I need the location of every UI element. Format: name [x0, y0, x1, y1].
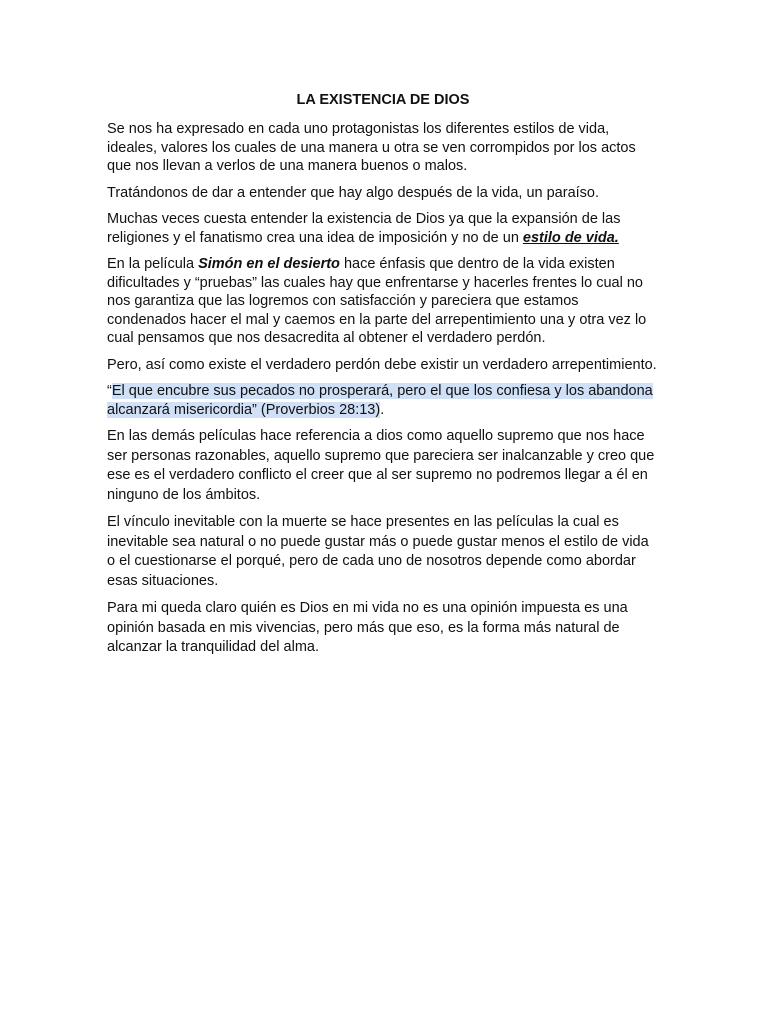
paragraph-3-text: Muchas veces cuesta entender la existencia de Dios ya que la expansión de las religiones y el fanatismo crea una idea de imposición y no de un: [107, 211, 621, 246]
paragraph-3: [107, 210, 659, 247]
paragraph-4: [107, 255, 659, 348]
document-title: LA EXISTENCIA DE DIOS: [296, 92, 470, 108]
paragraph-2: Tratándonos de dar a entender que hay algo después de la vida, un paraíso.: [107, 184, 600, 201]
document-page: [107, 90, 659, 666]
paragraph-4-text: hace énfasis que dentro de la vida existen dificultades y “pruebas” las cuales hay que enfrentarse y hacerles frentes lo cual no nos garantiza que las logremos con satisfacción y pareciera que estamos condenados hacer el mal y caemos en la parte del arrepentimiento una y otra vez lo cual pensamos que nos desacredita al obtener el verdadero perdón.: [107, 256, 647, 346]
bible-quote: [107, 382, 659, 419]
paragraph-9: Para mi queda claro quién es Dios en mi vida no es una opinión impuesta es una opinión basada en mis vivencias, pero más que eso, es la forma más natural de alcanzar la tranquilidad del alma.: [107, 600, 628, 655]
paragraph-3-emphasis: estilo de vida.: [522, 229, 619, 246]
film-title: Simón en el desierto: [198, 256, 340, 272]
paragraph-1: Se nos ha expresado en cada uno protagonistas los diferentes estilos de vida, ideales, valores los cuales de una manera u otra se ven corrompidos por los actos que nos llevan a verlos de una manera buenos o malos.: [107, 121, 636, 174]
quote-highlighted-text[interactable]: El que encubre sus pecados no prosperará, pero el que los confiesa y los abandona alcanzará misericordia” (Proverbios 28:13): [107, 383, 653, 418]
paragraph-5: Pero, así como existe el verdadero perdón debe existir un verdadero arrepentimiento.: [107, 356, 657, 373]
quote-open-mark: “: [107, 383, 112, 399]
paragraph-8: El vínculo inevitable con la muerte se hace presentes en las películas la cual es inevitable sea natural o no puede gustar más o puede gustar menos el estilo de vida o el cuestionarse el porqué, pero de cada uno de nosotros depende como abordar esas situaciones.: [107, 514, 649, 589]
quote-end-mark: .: [380, 401, 385, 418]
paragraph-4-intro: En la película: [107, 256, 199, 272]
paragraph-7: En las demás películas hace referencia a dios como aquello supremo que nos hace ser personas razonables, aquello supremo que pareciera ser inalcanzable y creo que ese es el verdadero conflicto el creer que al ser supremo no podremos llegar a él en ninguno de los ámbitos.: [107, 428, 655, 503]
